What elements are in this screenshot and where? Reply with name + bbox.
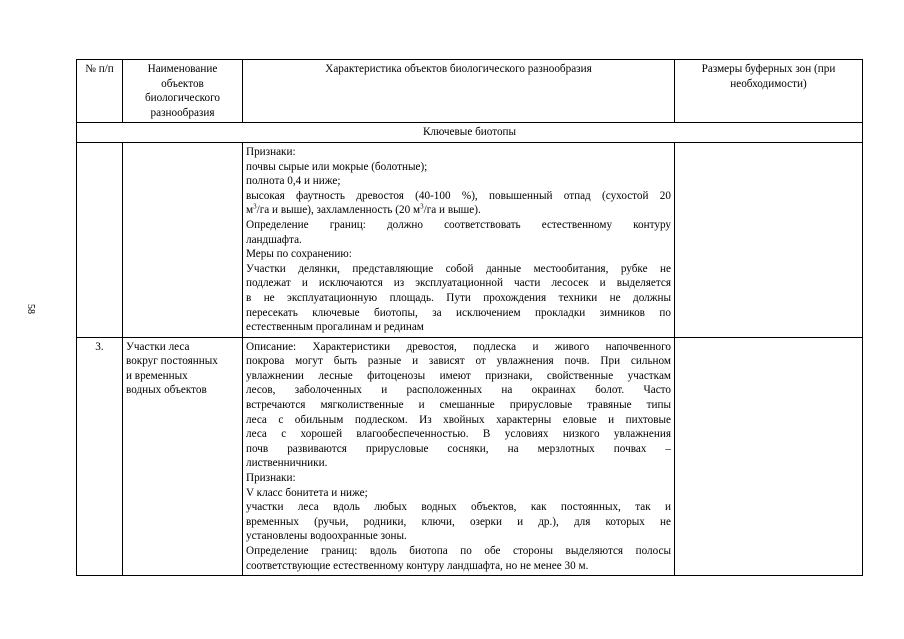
text-line: высокая фаутность древостоя (40-100 %), повышенный отпад (сухостой 20 — [246, 189, 671, 202]
text-fragment: /га и выше). — [423, 204, 481, 217]
header-characteristics: Характеристика объектов биологического разнообразия — [243, 60, 675, 123]
cell-buffer-empty — [675, 142, 863, 337]
text-line: полнота 0,4 и ниже; — [246, 175, 341, 188]
text-line: лиственничники. — [246, 457, 328, 470]
text-line: увлажнении лесные фитоценозы имеют признаки, свойственные участкам — [246, 369, 671, 382]
name-line: вокруг постоянных — [126, 355, 218, 368]
text-line: V класс бонитета и ниже; — [246, 486, 368, 499]
text-line: почв развиваются прирусловые сосняки, на мерзлотных почвах – — [246, 442, 671, 455]
superscript: 3 — [253, 202, 257, 211]
text-line: соответствующие естественному контуру ландшафта, но не менее 30 м. — [246, 559, 589, 572]
text-line: подлежат и исключаются из эксплуатационной части лесосек и выделяется — [246, 277, 671, 290]
table-row-3 — [77, 337, 863, 576]
header-name: Наименование объектов биологического разнообразия — [123, 60, 243, 123]
text-line: леса с хорошей влагообеспеченностью. В условиях низкого увлажнения — [246, 428, 671, 441]
header-buffer: Размеры буферных зон (при необходимости) — [675, 60, 863, 123]
page-number: 58 — [25, 304, 36, 314]
biodiversity-table — [76, 59, 863, 576]
table-row-continued — [77, 142, 863, 337]
cell-characteristics — [243, 337, 675, 576]
text-line: Описание: Характеристики древостоя, подлеска и живого напочвенного — [246, 340, 671, 353]
name-line: водных объектов — [126, 384, 207, 397]
name-line: Участки леса — [126, 340, 190, 353]
text-line: встречаются мягколиственные и смешанные прирусловые травяные типы — [246, 399, 671, 412]
cell-characteristics-continued — [243, 142, 675, 337]
cell-name — [123, 337, 243, 576]
text-line: лесов, заболоченных и расположенных на окраинах болот. Часто — [246, 384, 671, 397]
cell-name-empty — [123, 142, 243, 337]
text-line: пересекать ключевые биотопы, за исключением прокладки зимников по — [246, 306, 671, 319]
text-line: Признаки: — [246, 145, 296, 158]
superscript: 3 — [420, 202, 424, 211]
name-line: и временных — [126, 369, 188, 382]
text-line: участки леса вдоль любых водных объектов, как постоянных, так и — [246, 501, 671, 514]
text-line: Определение границ: должно соответствовать естественному контуру — [246, 218, 671, 231]
text-line: в не эксплуатационную площадь. Пути прохождения техники не должны — [246, 291, 671, 304]
text-line: Меры по сохранению: — [246, 248, 352, 261]
text-line: временных (ручьи, родники, ключи, озерки и др.), для которых не — [246, 515, 671, 528]
text-line-with-superscripts — [246, 203, 671, 218]
section-title: Ключевые биотопы — [77, 123, 863, 143]
text-line: покрова могут быть разные и зависят от увлажнения почв. При сильном — [246, 355, 671, 368]
text-line: почвы сырые или мокрые (болотные); — [246, 160, 428, 173]
text-fragment: м — [246, 204, 254, 217]
text-line: естественным прогалинам и рединам — [246, 321, 424, 334]
text-fragment: /га и выше), захламленность (20 м — [256, 204, 421, 217]
text-line: Определение границ: вдоль биотопа по обе стороны выделяются полосы — [246, 545, 671, 557]
text-line: леса с обильным подлеском. Из хвойных характерны еловые и пихтовые — [246, 413, 671, 426]
cell-num: 3. — [77, 337, 123, 576]
header-num: № п/п — [77, 60, 123, 123]
text-line: Признаки: — [246, 472, 296, 485]
section-row — [77, 123, 863, 143]
text-line: ландшафта. — [246, 233, 302, 246]
cell-num-empty — [77, 142, 123, 337]
cell-buffer — [675, 337, 863, 576]
table-header-row — [77, 60, 863, 123]
text-line: Участки делянки, представляющие собой данные местообитания, рубке не — [246, 262, 671, 275]
text-line: установлены водоохранные зоны. — [246, 530, 407, 543]
